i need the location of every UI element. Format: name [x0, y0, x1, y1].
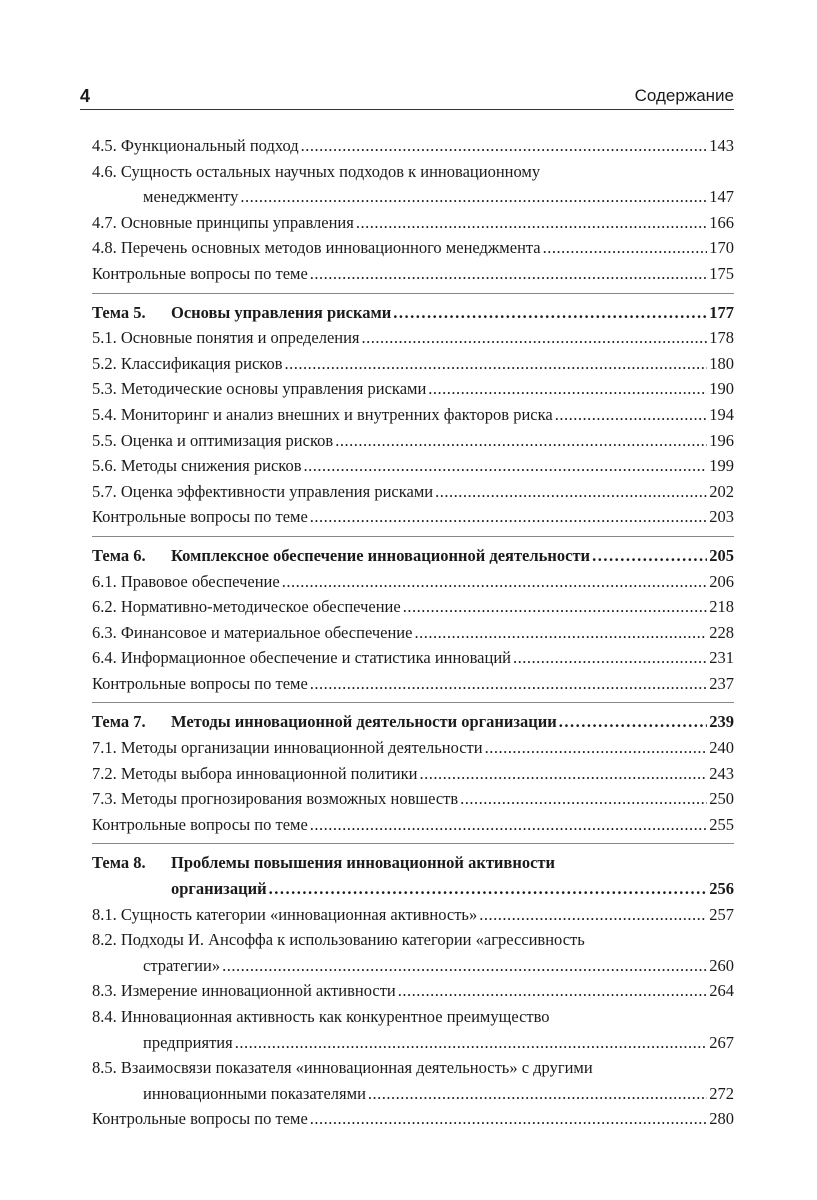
- toc-entry[interactable]: [92, 133, 734, 159]
- toc-page-number: 231: [709, 648, 734, 668]
- toc-entry-text: 5.6. Методы снижения рисков: [92, 456, 302, 476]
- dot-leader: [592, 543, 707, 569]
- dot-leader: [428, 376, 707, 402]
- dot-leader: [301, 133, 708, 159]
- toc-entry-text: 8.4. Инновационная активность как конкурентное преимущество: [92, 1007, 550, 1026]
- topic-number: Тема 7.: [92, 712, 146, 732]
- toc-entry[interactable]: [92, 325, 734, 351]
- section-divider: [92, 536, 734, 537]
- topic-number: Тема 6.: [92, 545, 146, 565]
- toc-page-number: 240: [709, 738, 734, 758]
- toc-entry-text: стратегии»: [143, 955, 221, 975]
- running-title: Содержание: [634, 86, 734, 105]
- dot-leader: [235, 1030, 708, 1056]
- toc-entry-text: 8.5. Взаимосвязи показателя «инновационная деятельность» с другими: [92, 1058, 593, 1078]
- dot-leader: [304, 453, 708, 479]
- toc-entry-text: Контрольные вопросы по теме: [92, 1109, 308, 1129]
- toc-entry-text: Контрольные вопросы по теме: [92, 263, 308, 283]
- toc-entry-text: инновационными показателями: [143, 1083, 366, 1103]
- toc-page-number: 267: [709, 1032, 734, 1052]
- dot-leader: [310, 504, 707, 530]
- toc-entry-text: Контрольные вопросы по теме: [92, 673, 308, 693]
- toc-topic-entry[interactable]: [92, 300, 734, 326]
- toc-entry-text: 7.2. Методы выбора инновационной политики: [92, 763, 418, 783]
- toc-entry-text: 5.2. Классификация рисков: [92, 353, 283, 373]
- dot-leader: [403, 594, 708, 620]
- dot-leader: [543, 235, 708, 261]
- toc-entry[interactable]: [92, 671, 734, 697]
- topic-number: Тема 8.: [92, 853, 146, 873]
- toc-entry[interactable]: [92, 402, 734, 428]
- toc-entry[interactable]: [92, 479, 734, 505]
- toc-entry-text: 4.7. Основные принципы управления: [92, 212, 354, 232]
- toc-entry-text: 7.3. Методы прогнозирования возможных новшеств: [92, 789, 459, 809]
- toc-page-number: 256: [709, 879, 734, 899]
- toc-page-number: 166: [709, 212, 734, 232]
- toc-entry-text: Основы управления рисками: [171, 302, 392, 322]
- toc-entry-text: организаций: [171, 879, 267, 899]
- toc-entry-text: 6.2. Нормативно-методическое обеспечение: [92, 597, 401, 617]
- dot-leader: [240, 184, 707, 210]
- toc-entry[interactable]: [92, 978, 734, 1004]
- toc-entry[interactable]: [92, 1106, 734, 1132]
- toc-page-number: 228: [709, 622, 734, 642]
- toc-entry[interactable]: [92, 261, 734, 287]
- dot-leader: [285, 351, 708, 377]
- table-of-contents: [92, 133, 734, 1132]
- toc-entry[interactable]: [92, 902, 734, 928]
- toc-entry-text: 6.3. Финансовое и материальное обеспечение: [92, 622, 413, 642]
- dot-leader: [310, 261, 707, 287]
- toc-entry-text: Методы инновационной деятельности организации: [171, 712, 557, 732]
- toc-entry[interactable]: [92, 159, 734, 210]
- page-header: [80, 85, 734, 110]
- toc-page-number: 239: [709, 712, 734, 732]
- section-divider: [92, 702, 734, 703]
- dot-leader: [393, 300, 707, 326]
- toc-entry-text: Комплексное обеспечение инновационной деятельности: [171, 545, 591, 565]
- toc-entry-text: 5.1. Основные понятия и определения: [92, 328, 360, 348]
- toc-page-number: 218: [709, 597, 734, 617]
- toc-entry[interactable]: [92, 761, 734, 787]
- toc-entry[interactable]: [92, 504, 734, 530]
- toc-entry[interactable]: [92, 1055, 734, 1106]
- dot-leader: [435, 479, 707, 505]
- dot-leader: [559, 709, 707, 735]
- toc-page-number: 177: [709, 302, 734, 322]
- dot-leader: [398, 978, 708, 1004]
- toc-entry[interactable]: [92, 453, 734, 479]
- toc-page-number: 175: [709, 263, 734, 283]
- dot-leader: [310, 812, 707, 838]
- toc-page-number: 170: [709, 238, 734, 258]
- toc-page-number: 180: [709, 353, 734, 373]
- toc-page-number: 194: [709, 404, 734, 424]
- toc-topic-entry[interactable]: [92, 709, 734, 735]
- toc-entry-text: 4.5. Функциональный подход: [92, 136, 299, 155]
- toc-entry[interactable]: [92, 812, 734, 838]
- toc-page-number: 206: [709, 571, 734, 591]
- toc-page-number: 280: [709, 1109, 734, 1129]
- toc-page-number: 255: [709, 814, 734, 834]
- toc-entry-text: 5.5. Оценка и оптимизация рисков: [92, 430, 334, 450]
- toc-entry-text: 4.6. Сущность остальных научных подходов к инновационному: [92, 161, 541, 181]
- toc-entry-text: 6.1. Правовое обеспечение: [92, 571, 280, 591]
- dot-leader: [335, 428, 707, 454]
- toc-page-number: 203: [709, 507, 734, 527]
- toc-page-number: 257: [709, 904, 734, 924]
- toc-entry-text: 5.3. Методические основы управления рисками: [92, 379, 427, 399]
- topic-number: Тема 5.: [92, 302, 146, 322]
- toc-entry[interactable]: [92, 927, 734, 978]
- toc-topic-entry[interactable]: [92, 850, 734, 901]
- toc-entry[interactable]: [92, 569, 734, 595]
- toc-entry[interactable]: [92, 645, 734, 671]
- toc-page-number: 199: [709, 456, 734, 476]
- dot-leader: [269, 876, 708, 902]
- toc-entry[interactable]: [92, 376, 734, 402]
- dot-leader: [419, 761, 707, 787]
- toc-entry-text: Контрольные вопросы по теме: [92, 507, 308, 527]
- toc-entry[interactable]: [92, 786, 734, 812]
- toc-entry-text: 5.7. Оценка эффективности управления рисками: [92, 481, 434, 501]
- toc-entry-text: Контрольные вопросы по теме: [92, 814, 308, 834]
- dot-leader: [222, 953, 707, 979]
- dot-leader: [479, 902, 707, 928]
- toc-entry-text: 8.1. Сущность категории «инновационная активность»: [92, 904, 478, 924]
- toc-entry[interactable]: [92, 735, 734, 761]
- toc-entry-text: 8.2. Подходы И. Ансоффа к использованию категории «агрессивность: [92, 930, 585, 950]
- dot-leader: [485, 735, 708, 761]
- section-divider: [92, 843, 734, 844]
- toc-page-number: 147: [709, 187, 734, 207]
- dot-leader: [414, 620, 707, 646]
- toc-topic-entry[interactable]: [92, 543, 734, 569]
- dot-leader: [513, 645, 707, 671]
- toc-page-number: 264: [709, 981, 734, 1001]
- section-divider: [92, 293, 734, 294]
- toc-entry-text: 5.4. Мониторинг и анализ внешних и внутренних факторов риска: [92, 404, 553, 424]
- toc-entry[interactable]: [92, 428, 734, 454]
- dot-leader: [356, 210, 707, 236]
- dot-leader: [368, 1081, 707, 1107]
- dot-leader: [282, 569, 708, 595]
- dot-leader: [555, 402, 708, 428]
- toc-entry-text: Проблемы повышения инновационной активности: [171, 853, 556, 873]
- toc-entry-text: 8.3. Измерение инновационной активности: [92, 981, 396, 1001]
- toc-entry-text: предприятия: [143, 1032, 233, 1052]
- toc-entry[interactable]: [92, 235, 734, 261]
- toc-entry-text: 6.4. Информационное обеспечение и статистика инноваций: [92, 648, 511, 668]
- toc-entry[interactable]: [92, 351, 734, 377]
- page-number: 4: [80, 86, 91, 106]
- toc-entry[interactable]: [92, 620, 734, 646]
- dot-leader: [310, 1106, 707, 1132]
- toc-entry-text: 4.8. Перечень основных методов инновационного менеджмента: [92, 238, 541, 258]
- toc-page-number: 260: [709, 955, 734, 975]
- toc-entry-text: 7.1. Методы организации инновационной деятельности: [92, 738, 483, 758]
- toc-page-number: 243: [709, 763, 734, 783]
- toc-entry-text: менеджменту: [143, 187, 239, 207]
- toc-page-number: 178: [709, 328, 734, 348]
- toc-page-number: 250: [709, 789, 734, 809]
- toc-entry[interactable]: [92, 594, 734, 620]
- toc-page-number: 205: [709, 545, 734, 565]
- toc-page-number: 143: [709, 136, 734, 155]
- toc-page-number: 237: [709, 673, 734, 693]
- toc-entry[interactable]: [92, 1004, 734, 1055]
- dot-leader: [310, 671, 707, 697]
- toc-page-number: 196: [709, 430, 734, 450]
- toc-page-number: 190: [709, 379, 734, 399]
- toc-page-number: 202: [709, 481, 734, 501]
- toc-page-number: 272: [709, 1083, 734, 1103]
- dot-leader: [460, 786, 707, 812]
- toc-entry[interactable]: [92, 210, 734, 236]
- dot-leader: [362, 325, 708, 351]
